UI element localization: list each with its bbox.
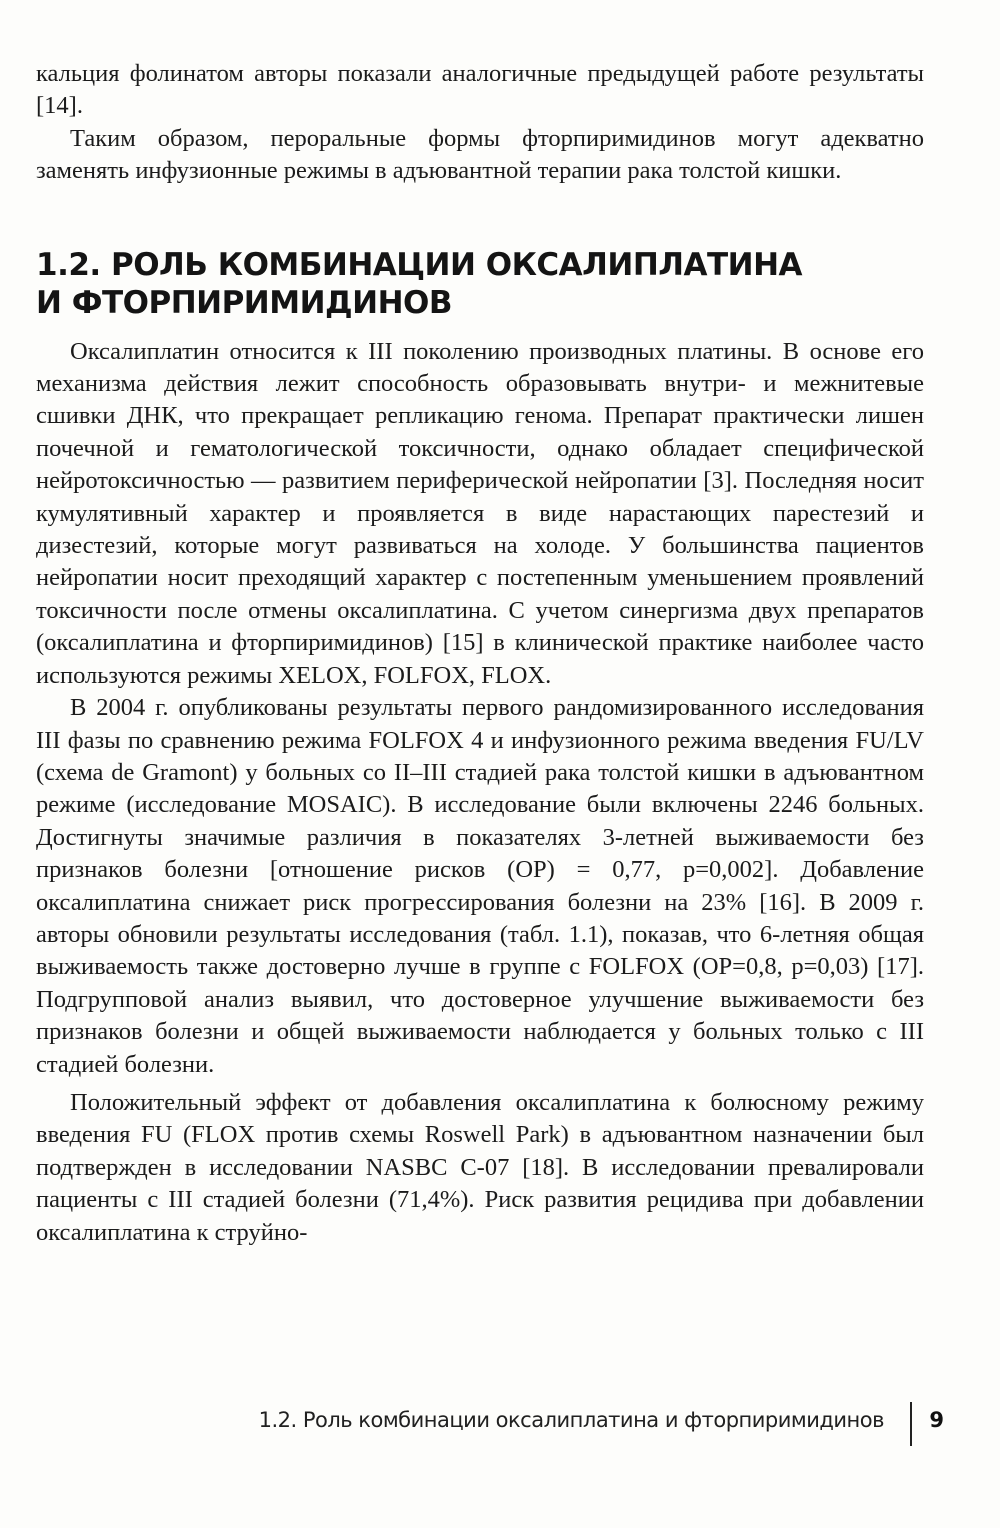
page-footer <box>36 1402 964 1446</box>
paragraph-mosaic: В 2004 г. опубликованы результаты первого рандомизированного исследования III фазы по сравнению режима FOLFOX 4 и инфузионного режима введения FU/LV (схема de Gramont) у больных со II–III стадией рака толстой кишки в адъювантном режиме (исследование MOSAIC). В исследование были включены 2246 больных. Достигнуты значимые различия в показателях 3-летней выживаемости без признаков болезни [отношение рисков (ОР) = 0,77, p=0,002]. Добавление оксалиплатина снижает риск прогрессирования болезни на 23% [16]. В 2009 г. авторы обновили результаты исследования (табл. 1.1), показав, что 6-летняя общая выживаемость также достоверно лучше в группе с FOLFOX (ОР=0,8, p=0,03) [17]. Подгрупповой анализ выявил, что достоверное улучшение выживаемости без признаков болезни и общей выживаемости наблюдается у больных только с III стадией болезни. <box>36 694 924 1078</box>
section-heading <box>36 246 924 322</box>
paragraph-flox: Положительный эффект от добавления оксалиплатина к болюсному режиму введения FU (FLOX против схемы Roswell Park) в адъювантном назначении был подтвержден в исследовании NASBC C-07 [18]. В исследовании превалировали пациенты с III стадией болезни (71,4%). Риск развития рецидива при добавлении оксалиплатина к струйно- <box>36 1088 924 1246</box>
paragraph-continuation: кальция фолинатом авторы показали аналогичные предыдущей работе результаты [14]. <box>36 60 924 120</box>
page-number: 9 <box>929 1408 944 1432</box>
section-heading-line-2: И ФТОРПИРИМИДИНОВ <box>36 284 453 321</box>
section-heading-line-1: 1.2. РОЛЬ КОМБИНАЦИИ ОКСАЛИПЛАТИНА <box>36 246 803 283</box>
footer-divider <box>910 1402 912 1446</box>
running-title: 1.2. Роль комбинации оксалиплатина и фторпиримидинов <box>258 1408 884 1432</box>
paragraph-oxaliplatin: Оксалиплатин относится к III поколению производных платины. В основе его механизма действия лежит способность образовывать внутри- и межнитевые сшивки ДНК, что прекращает репликацию генома. Препарат практически лишен почечной и гематологической токсичности, однако обладает специфической нейротоксичностью — развитием периферической нейропатии [3]. Последняя носит кумулятивный характер и проявляется в виде нарастающих парестезий и дизестезий, которые могут развиваться на холоде. У большинства пациентов нейропатии носит преходящий характер с постепенным уменьшением проявлений токсичности после отмены оксалиплатина. С учетом синергизма двух препаратов (оксалиплатина и фторпиримидинов) [15] в клинической практике наиболее часто используются режимы XELOX, FOLFOX, FLOX. <box>36 337 924 689</box>
paragraph-conclusion: Таким образом, пероральные формы фторпиримидинов могут адекватно заменять инфузионные режимы в адъювантной терапии рака толстой кишки. <box>36 124 924 185</box>
page-body <box>36 58 924 1249</box>
